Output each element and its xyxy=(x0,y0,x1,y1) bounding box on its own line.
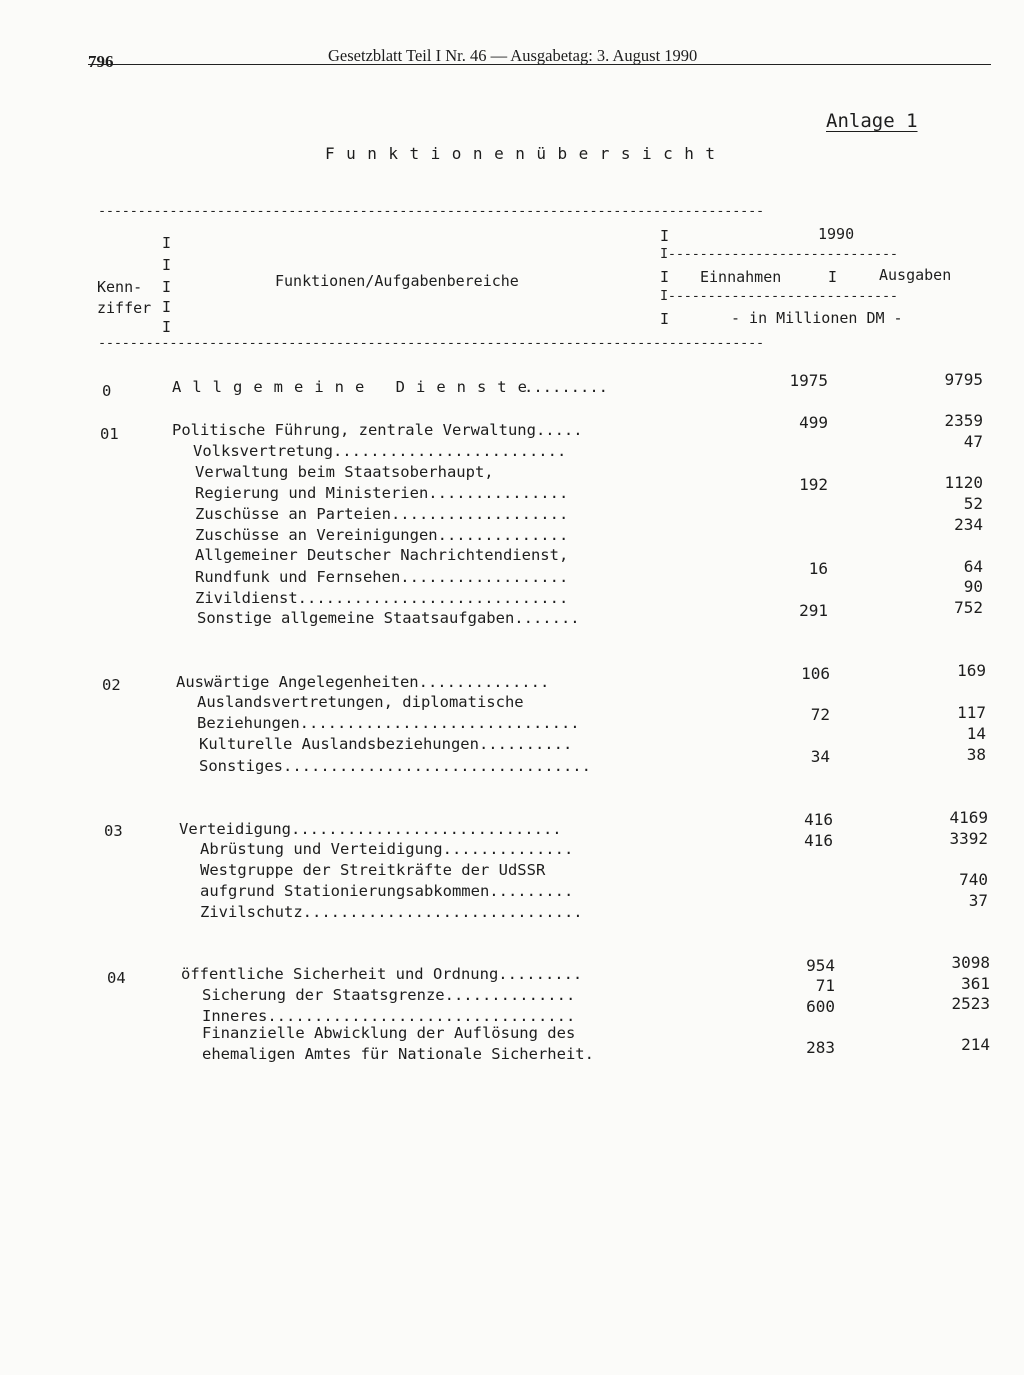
ausgaben-value: 47 xyxy=(963,432,983,451)
header-bottom-rule: ------------------------------------------------------------------------------------ xyxy=(98,335,764,351)
annex-label: Anlage 1 xyxy=(826,110,918,132)
header-bar: I xyxy=(162,318,172,336)
table-row: Auswärtige Angelegenheiten.............. xyxy=(176,673,550,691)
section-code: 03 xyxy=(104,822,123,840)
section-code: 0 xyxy=(102,382,112,400)
document-title: Funktionenübersicht xyxy=(325,144,727,163)
section-code: 02 xyxy=(102,676,121,694)
ausgaben-value: 9795 xyxy=(944,370,983,389)
header-bar: I xyxy=(828,268,838,286)
section-code: 04 xyxy=(107,969,126,987)
ausgaben-value: 3098 xyxy=(951,953,990,972)
einnahmen-value: 1975 xyxy=(789,371,828,390)
table-row: Regierung und Ministerien............... xyxy=(195,484,569,502)
table-row: Verwaltung beim Staatsoberhaupt, xyxy=(195,463,494,481)
section-code: 01 xyxy=(100,425,119,443)
einnahmen-value: 16 xyxy=(808,559,828,578)
header-bar: I xyxy=(660,227,670,245)
ausgaben-value: 4169 xyxy=(949,808,988,827)
leader-dots: ......... xyxy=(524,378,608,396)
ausgaben-value: 740 xyxy=(959,870,988,889)
header-rule xyxy=(88,64,991,65)
ausgaben-value: 169 xyxy=(957,661,986,680)
ausgaben-value: 52 xyxy=(963,494,983,513)
header-inner-rule: I----------------------------- xyxy=(660,288,898,304)
einnahmen-value: 291 xyxy=(799,601,828,620)
einnahmen-value: 72 xyxy=(810,705,830,724)
table-row: Politische Führung, zentrale Verwaltung..... xyxy=(172,421,583,439)
header-bar: I xyxy=(162,298,172,316)
einnahmen-value: 600 xyxy=(806,997,835,1016)
ausgaben-value: 1120 xyxy=(944,473,983,492)
einnahmen-value: 34 xyxy=(810,747,830,766)
unit-label: - in Millionen DM - xyxy=(731,309,903,327)
column-header-functions: Funktionen/Aufgabenbereiche xyxy=(275,272,519,290)
ausgaben-value: 38 xyxy=(966,745,986,764)
ausgaben-value: 214 xyxy=(961,1035,990,1054)
table-row: Auslandsvertretungen, diplomatische xyxy=(197,693,524,711)
table-row: aufgrund Stationierungsabkommen......... xyxy=(200,882,574,900)
header-bar: I xyxy=(162,234,172,252)
einnahmen-value: 416 xyxy=(804,831,833,850)
page-number: 796 xyxy=(88,52,114,71)
table-row: Allgemeiner Deutscher Nachrichtendienst, xyxy=(195,546,569,564)
table-row: Zivilschutz.............................. xyxy=(200,903,583,921)
table-row: Zivildienst............................. xyxy=(195,589,569,607)
einnahmen-value: 954 xyxy=(806,956,835,975)
table-row: Volksvertretung......................... xyxy=(193,442,567,460)
table-row: Sicherung der Staatsgrenze.............. xyxy=(202,986,576,1004)
einnahmen-value: 71 xyxy=(815,976,835,995)
table-row: öffentliche Sicherheit und Ordnung......... xyxy=(181,965,583,983)
header-bar: I xyxy=(660,268,670,286)
table-row: Rundfunk und Fernsehen.................. xyxy=(195,568,569,586)
table-row: Westgruppe der Streitkräfte der UdSSR xyxy=(200,861,546,879)
ausgaben-value: 90 xyxy=(963,577,983,596)
einnahmen-value: 192 xyxy=(799,475,828,494)
ausgaben-value: 64 xyxy=(963,557,983,576)
header-bar: I xyxy=(660,310,670,328)
header-top-rule: ------------------------------------------------------------------------------------ xyxy=(98,203,764,219)
section-title: Allgemeine Dienste xyxy=(172,378,538,396)
ausgaben-value: 752 xyxy=(954,598,983,617)
ausgaben-value: 234 xyxy=(954,515,983,534)
ausgaben-value: 361 xyxy=(961,974,990,993)
table-row: Zuschüsse an Parteien................... xyxy=(195,505,569,523)
table-row: Abrüstung und Verteidigung.............. xyxy=(200,840,574,858)
table-row: Verteidigung............................. xyxy=(179,820,562,838)
ausgaben-value: 3392 xyxy=(949,829,988,848)
header-bar: I xyxy=(162,278,172,296)
column-header-expenses: Ausgaben xyxy=(879,266,952,284)
gazette-header: Gesetzblatt Teil I Nr. 46 — Ausgabetag: 3. August 1990 xyxy=(328,46,698,65)
ausgaben-value: 2359 xyxy=(944,411,983,430)
column-header-ziffer: ziffer xyxy=(97,299,152,317)
header-bar: I xyxy=(162,256,172,274)
table-row: Zuschüsse an Vereinigungen.............. xyxy=(195,526,569,544)
ausgaben-value: 117 xyxy=(957,703,986,722)
table-row: Sonstige allgemeine Staatsaufgaben....... xyxy=(197,609,580,627)
column-header-kenn: Kenn- xyxy=(97,278,143,296)
column-header-income: Einnahmen xyxy=(700,268,782,286)
ausgaben-value: 14 xyxy=(966,724,986,743)
ausgaben-value: 2523 xyxy=(951,994,990,1013)
einnahmen-value: 283 xyxy=(806,1038,835,1057)
einnahmen-value: 106 xyxy=(801,664,830,683)
einnahmen-value: 416 xyxy=(804,810,833,829)
ausgaben-value: 37 xyxy=(968,891,988,910)
header-inner-rule: I----------------------------- xyxy=(660,246,898,262)
column-header-year: 1990 xyxy=(818,225,855,243)
table-row: Beziehungen.............................. xyxy=(197,714,580,732)
table-row: Kulturelle Auslandsbeziehungen.......... xyxy=(199,735,573,753)
table-row: Finanzielle Abwicklung der Auflösung des xyxy=(202,1024,576,1042)
table-row: Sonstiges................................. xyxy=(199,757,591,775)
table-row: Inneres................................. xyxy=(202,1007,576,1025)
table-row: ehemaligen Amtes für Nationale Sicherheit. xyxy=(202,1045,594,1063)
einnahmen-value: 499 xyxy=(799,413,828,432)
